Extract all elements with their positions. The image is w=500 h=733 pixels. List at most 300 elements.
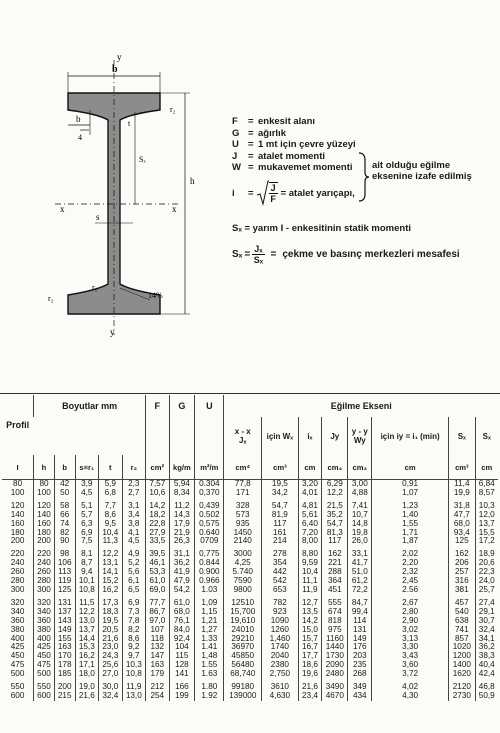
table-cell: 573 [224,511,262,520]
table-cell: 11,1 [298,577,322,586]
table-cell: 10,7 [348,511,372,520]
table-cell: 50,9 [475,692,498,701]
table-cell: 120 [34,502,55,511]
table-cell: 600 [34,692,55,701]
table-cell: 72,2 [348,586,372,595]
table-cell: 18,6 [298,661,322,670]
table-cell: 349 [348,683,372,692]
table-cell: 99180 [224,683,262,692]
table-cell: 178 [54,661,75,670]
table-cell: 542 [262,577,299,586]
table-cell: 84,0 [169,626,195,635]
table-cell: 15,2 [99,577,123,586]
table-cell: 214 [262,537,299,546]
table-cell: 16,2 [75,652,99,661]
sx-definition: Sₓ = yarım I - enkesitinin statik momenti [232,223,412,234]
table-cell: 199 [169,692,195,701]
table-cell: 4670 [322,692,348,701]
table-cell: 53,3 [146,568,170,577]
unit-cell: I [2,455,34,480]
table-cell: 113 [54,568,75,577]
table-cell: 2140 [224,537,262,546]
table-cell: 51,0 [348,568,372,577]
table-cell: 19,5 [262,480,299,489]
table-cell: 19,610 [224,617,262,626]
table-cell: 220 [34,550,55,559]
label-h: h [190,176,195,186]
table-cell: 13,0 [122,692,146,701]
table-cell: 21,6 [99,635,123,644]
table-cell: 203 [348,652,372,661]
legend-row: U = 1 mt için çevre yüzeyi [232,139,356,151]
table-cell: 14,3 [169,511,195,520]
table-cell: 1200 [449,652,475,661]
table-cell: 3,1 [122,502,146,511]
table-cell: 17,1 [75,661,99,670]
col-F: F [146,395,170,417]
table-cell: 13,5 [298,608,322,617]
table-cell: 2730 [449,692,475,701]
table-cell: 6,9 [75,529,99,538]
table-cell: 29210 [224,635,262,644]
table-cell: 162 [322,550,348,559]
table-cell: 425 [10,642,25,652]
table-row [2,489,498,498]
col-G: G [169,395,195,417]
table-cell: 125 [54,586,75,595]
table-cell: 1160 [322,635,348,644]
table-cell: 4,1 [122,529,146,538]
table-cell: 14,1 [99,568,123,577]
table-cell: 10,6 [146,489,170,498]
table-cell: 782 [262,599,299,608]
table-cell: 7,7 [99,502,123,511]
table-cell: 68,0 [169,608,195,617]
table-cell: 6,40 [298,520,322,529]
table-cell: 149 [54,626,75,635]
table-cell: 180 [34,529,55,538]
table-cell: 3000 [224,550,262,559]
table-cell: 260 [34,568,55,577]
table-cell: 3610 [262,683,299,692]
table-cell: 4,81 [298,502,322,511]
i-beam-drawing [0,0,215,392]
table-cell: 147 [146,652,170,661]
table-cell: 74 [54,520,75,529]
legend-row: J = atalet momenti [232,150,326,162]
sqrt-icon [257,180,269,206]
table-cell: 2,45 [372,577,449,586]
table-cell: 1,55 [372,520,449,529]
table-cell: 6,84 [475,480,498,489]
table-cell: 200 [54,683,75,692]
table-cell: 15,0 [298,626,322,635]
table-cell: 80 [13,479,23,488]
table-cell: 93,4 [449,529,475,538]
label-y-top: y [117,52,122,62]
table-cell: 54,7 [262,502,299,511]
table-cell: 13,0 [75,617,99,626]
table-cell: 11,2 [169,502,195,511]
label-x-right: x [172,204,177,214]
table-cell: 0,439 [195,502,224,511]
table-cell: 13,1 [99,559,123,568]
unit-cell: h [34,455,55,480]
unit-cell: cm [475,455,498,480]
brace-note: ait olduğu eğilme eksenine izafe edilmiş [372,160,472,182]
table-cell: 9,5 [99,520,123,529]
table-row [2,480,498,489]
table-cell: 163 [54,643,75,652]
table-cell: 1400 [449,661,475,670]
table-cell: 1.03 [195,586,224,595]
table-cell: 381 [449,586,475,595]
table-cell: 81,3 [322,529,348,538]
col-iy: için iy = i₁ (min) [372,417,449,455]
table-cell: 300 [34,586,55,595]
table-cell: 1440 [322,643,348,652]
table-cell: 68,0 [449,520,475,529]
table-cell: 0.844 [195,559,224,568]
table-cell: 27,0 [99,670,123,679]
table-cell: 1.92 [195,692,224,701]
table-cell: 0,575 [195,520,224,529]
table-cell: 18,3 [99,608,123,617]
table-cell: 1.55 [195,661,224,670]
table-cell: 4,25 [224,559,262,568]
table-cell: 15,5 [475,529,498,538]
table-cell: 54,7 [322,520,348,529]
col-sx2: Sₓ [475,417,498,455]
table-cell: 360 [10,615,25,625]
table-cell: 38,3 [475,652,498,661]
table-cell: 45850 [224,652,262,661]
table-cell: 400 [10,633,25,643]
table-cell: 3,72 [372,670,449,679]
table-row [2,537,498,546]
unit-cell: t [99,455,123,480]
table-row [2,511,498,520]
table-cell: 77,8 [224,480,262,489]
table-cell: 923 [262,608,299,617]
table-cell: 555 [322,599,348,608]
table-cell: 450 [10,651,25,661]
table-cell: 100 [10,487,25,497]
label-t: t [128,119,131,128]
table-cell: 2,20 [372,559,449,568]
table-cell: 1,87 [372,537,449,546]
table-cell: 149 [348,635,372,644]
table-cell: 54,2 [169,586,195,595]
table-row [2,670,498,679]
table-cell: 5,7 [75,511,99,520]
table-cell: 24,0 [475,577,498,586]
table-cell: 47,9 [169,577,195,586]
table-cell: 12,7 [298,599,322,608]
table-cell: 36970 [224,643,262,652]
table-cell: 56480 [224,661,262,670]
table-cell: 8,7 [75,559,99,568]
table-cell: 3,4 [122,511,146,520]
table-cell: 1,21 [195,617,224,626]
table-cell: 32,4 [99,692,123,701]
table-cell: 4,02 [372,683,449,692]
label-percent: 14% [148,291,163,300]
table-cell: 475 [34,661,55,670]
table-cell: 320 [10,597,25,607]
table-cell: 5.740 [224,568,262,577]
table-cell: 119 [54,577,75,586]
table-cell: 46,1 [146,559,170,568]
table-cell: 212 [146,683,170,692]
table-cell: 76,1 [169,617,195,626]
col-jy: Jy [322,417,348,455]
unit-cell: cm⁴ [224,455,262,480]
table-cell: 4,630 [262,692,299,701]
table-cell: 14,2 [146,502,170,511]
col-egilme: Eğilme Ekseni [224,395,498,417]
table-cell: 131 [348,626,372,635]
table-cell: 170 [54,652,75,661]
table-cell: 260 [10,567,25,577]
divider [0,393,500,394]
table-cell: 16,7 [298,643,322,652]
col-jx: x - x Jₓ [224,417,262,455]
table-cell: 160 [34,520,55,529]
label-b4: b [76,114,81,124]
table-cell: 166 [169,683,195,692]
col-U: U [195,395,224,417]
table-cell: 7,41 [348,502,372,511]
table-cell: 104 [169,643,195,652]
table-cell: 3,8 [122,520,146,529]
table-cell: 1740 [262,643,299,652]
table-row [2,586,498,595]
table-cell: 98 [54,550,75,559]
table-cell: 81,9 [262,511,299,520]
table-cell: 39,5 [146,550,170,559]
table-cell: 2120 [449,683,475,692]
table-cell: 34,2 [262,489,299,498]
table-cell: 3,43 [372,652,449,661]
table-cell: 137 [54,608,75,617]
table-cell: 9,4 [75,568,99,577]
table-cell: 21,9 [169,529,195,538]
table-cell: 11,3 [99,537,123,546]
table-cell: 31,8 [449,502,475,511]
table-cell: 7,20 [298,529,322,538]
table-cell: 1.80 [195,683,224,692]
table-cell: 185 [54,670,75,679]
table-cell: 0,775 [195,550,224,559]
table-cell: 380 [34,626,55,635]
table-cell: 61,2 [348,577,372,586]
label-sx: Sₓ [139,155,146,164]
table-cell: 5,94 [169,480,195,489]
table-cell: 25,7 [475,586,498,595]
table-cell: 40,4 [475,661,498,670]
table-cell: 90 [54,537,75,546]
table-cell: 115 [169,652,195,661]
unit-cell: b [54,455,75,480]
table-cell: 80 [34,480,55,489]
table-cell: 24,3 [99,652,123,661]
table-cell: 3,02 [372,626,449,635]
table-row [2,502,498,511]
legend-row: W = mukavemet momenti [232,162,353,174]
table-cell: 30,7 [475,617,498,626]
table-cell: 1,460 [262,635,299,644]
table-cell: 6,9 [122,599,146,608]
table-cell: 235 [348,661,372,670]
table-cell: 125 [449,537,475,546]
table-cell: 19,8 [348,529,372,538]
table-cell: 131 [54,599,75,608]
unit-cell: kg/m [169,455,195,480]
table-cell: 1450 [224,529,262,538]
profile-table [2,395,498,701]
table-cell: 8,00 [298,537,322,546]
table-body [2,480,498,701]
table-cell: 3490 [322,683,348,692]
table-cell: 10,1 [75,577,99,586]
table-cell: 975 [322,626,348,635]
table-cell: 42 [54,480,75,489]
table-cell: 50 [54,489,75,498]
unit-cell: cm [372,455,449,480]
table-cell: 17,2 [475,537,498,546]
col-boyutlar: Boyutlar mm [34,395,146,417]
table-cell: 2090 [322,661,348,670]
table-cell: 10,3 [475,502,498,511]
table-cell: 19,0 [75,683,99,692]
col-wy: y - y Wy [348,417,372,455]
unit-cell: cm₃ [348,455,372,480]
table-cell: 14,4 [75,635,99,644]
table-cell: 400 [34,635,55,644]
table-cell: 14,8 [348,520,372,529]
table-cell: 9,7 [122,652,146,661]
table-cell: 106 [54,559,75,568]
table-cell: 5,6 [122,568,146,577]
label-r2-bottom: r₂ [48,294,54,303]
table-cell: 33,1 [348,550,372,559]
table-cell: 36,2 [475,643,498,652]
table-cell: 3,20 [298,480,322,489]
table-cell: 12,2 [99,550,123,559]
table-cell: 240 [10,558,25,568]
table-cell: 171 [224,489,262,498]
table-cell: 141 [169,670,195,679]
table-cell: 340 [10,606,25,616]
table-cell: 12,2 [322,489,348,498]
label-r2-top: r₂ [170,105,176,114]
table-cell: 300 [10,584,25,594]
table-cell: 20,6 [475,559,498,568]
table-cell: 2380 [262,661,299,670]
table-cell: 457 [449,599,475,608]
table-cell: 0.966 [195,577,224,586]
table-cell: 92,4 [169,635,195,644]
label-s: s [96,212,100,222]
table-cell: 180 [10,527,25,537]
table-cell: 24010 [224,626,262,635]
table-cell: 354 [262,559,299,568]
table-cell: 500 [10,669,25,679]
table-cell: 22,8 [146,520,170,529]
table-cell: 1,40 [372,511,449,520]
table-cell: 451 [322,586,348,595]
table-cell: 4,30 [372,692,449,701]
table-cell: 316 [449,577,475,586]
table-cell: 84,7 [348,599,372,608]
table-cell: 935 [224,520,262,529]
table-cell: 6,3 [75,520,99,529]
table-cell: 360 [34,617,55,626]
table-cell: 3,30 [372,643,449,652]
table-cell: 26,3 [169,537,195,546]
table-cell: 69,0 [146,586,170,595]
table-cell: 15,3 [75,643,99,652]
table-cell: 1260 [262,626,299,635]
table-cell: 19,6 [298,670,322,679]
table-cell: 10,4 [99,529,123,538]
unit-cell: s≡r₁ [75,455,99,480]
table-cell: 254 [146,692,170,701]
table-cell: 30,0 [99,683,123,692]
table-cell: 0,370 [195,489,224,498]
table-cell: 257 [449,568,475,577]
table-cell: 33,5 [146,537,170,546]
table-cell: 2,7 [122,489,146,498]
table-cell: 162 [449,550,475,559]
table-cell: 20,5 [99,626,123,635]
table-cell: 155 [54,635,75,644]
table-cell: 200 [10,536,25,546]
table-cell: 550 [34,683,55,692]
table-cell: 13,7 [75,626,99,635]
table-cell: 114 [348,617,372,626]
table-cell: 6,5 [122,586,146,595]
table-cell: 9,59 [298,559,322,568]
unit-cell: cm³ [262,455,299,480]
table-cell: 11,5 [75,599,99,608]
table-cell: 128 [169,661,195,670]
table-cell: 66 [54,511,75,520]
unit-cell: cm² [146,455,170,480]
table-cell: 221 [322,559,348,568]
table-cell: 638 [449,617,475,626]
table-cell: 22,3 [475,568,498,577]
table-cell: 2,90 [372,617,449,626]
table-cell: 100 [34,489,55,498]
table-cell: 2,67 [372,599,449,608]
table-cell: 11,4 [449,480,475,489]
table-cell: 23,4 [298,692,322,701]
table-cell: 5,2 [122,559,146,568]
table-cell: 500 [34,670,55,679]
table-cell: 1620 [449,670,475,679]
table-cell: 1,23 [372,502,449,511]
table-cell: 4,01 [298,489,322,498]
table-cell: 12510 [224,599,262,608]
table-cell: 0.640 [195,529,224,538]
table-cell: 1.33 [195,635,224,644]
table-cell: 3,9 [75,480,99,489]
table-cell: 1020 [449,643,475,652]
table-cell: 2,32 [372,568,449,577]
legend-row: G = ağırlık [232,127,286,139]
